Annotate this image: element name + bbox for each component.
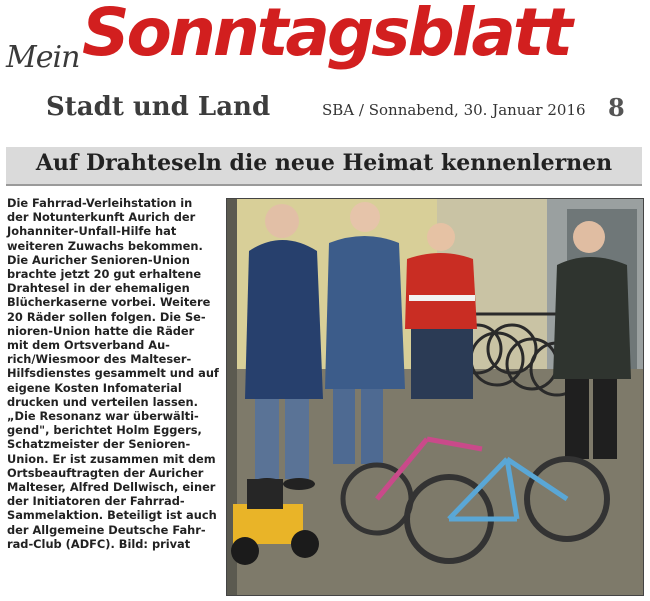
headline-bar: [6, 147, 642, 186]
article-line: nioren-Union hatte die Räder: [7, 323, 195, 338]
article-line: Malteser, Alfred Dellwisch, einer: [7, 480, 216, 495]
article-line: gend", berichtet Holm Eggers,: [7, 423, 202, 438]
issue-info: SBA / Sonnabend, 30. Januar 2016: [322, 101, 586, 119]
article-body: [7, 196, 217, 551]
article-line: Die Auricher Senioren-Union: [7, 252, 190, 267]
article-line: Die Fahrrad-Verleihstation in: [7, 196, 193, 210]
article-line: „Die Resonanz war überwälti-: [7, 409, 199, 424]
article-photo: [226, 198, 644, 596]
article-line: der Notunterkunft Aurich der: [7, 210, 196, 225]
article-line: Sammelaktion. Beteiligt ist auch: [7, 508, 217, 523]
article-line: der Initiatoren der Fahrrad-: [7, 494, 185, 509]
masthead-prefix: Mein: [6, 40, 80, 75]
masthead-title: Sonntagsblatt: [82, 0, 570, 71]
masthead: [0, 0, 650, 92]
article-line: Drahtesel in der ehemaligen: [7, 281, 190, 296]
article-line: rad-Club (ADFC). Bild: privat: [7, 536, 191, 551]
article-line: Schatzmeister der Senioren-: [7, 437, 191, 452]
article-line: 20 Räder sollen folgen. Die Se-: [7, 309, 206, 324]
article-line: weiteren Zuwachs bekommen.: [7, 238, 203, 253]
article-headline: Auf Drahteseln die neue Heimat kennenlernen: [35, 150, 613, 176]
article-line: drucken und verteilen lassen.: [7, 394, 198, 409]
article-line: eigene Kosten Infomaterial: [7, 380, 182, 395]
article-line: Union. Er ist zusammen mit dem: [7, 451, 216, 466]
section-header: [0, 92, 650, 132]
article-line: Johanniter-Unfall-Hilfe hat: [7, 224, 177, 239]
article-line: Hilfsdienstes gesammelt und auf: [7, 366, 219, 381]
section-title: Stadt und Land: [46, 92, 271, 122]
page-number: 8: [608, 93, 625, 122]
article-line: mit dem Ortsverband Au-: [7, 338, 170, 353]
article-line: rich/Wiesmoor des Malteser-: [7, 352, 192, 367]
photo-illustration: [227, 199, 644, 596]
article-line: Blücherkaserne vorbei. Weitere: [7, 295, 211, 310]
article-line: der Allgemeine Deutsche Fahr-: [7, 522, 206, 537]
article-line: Ortsbeauftragten der Auricher: [7, 465, 204, 480]
article-line: brachte jetzt 20 gut erhaltene: [7, 267, 202, 282]
